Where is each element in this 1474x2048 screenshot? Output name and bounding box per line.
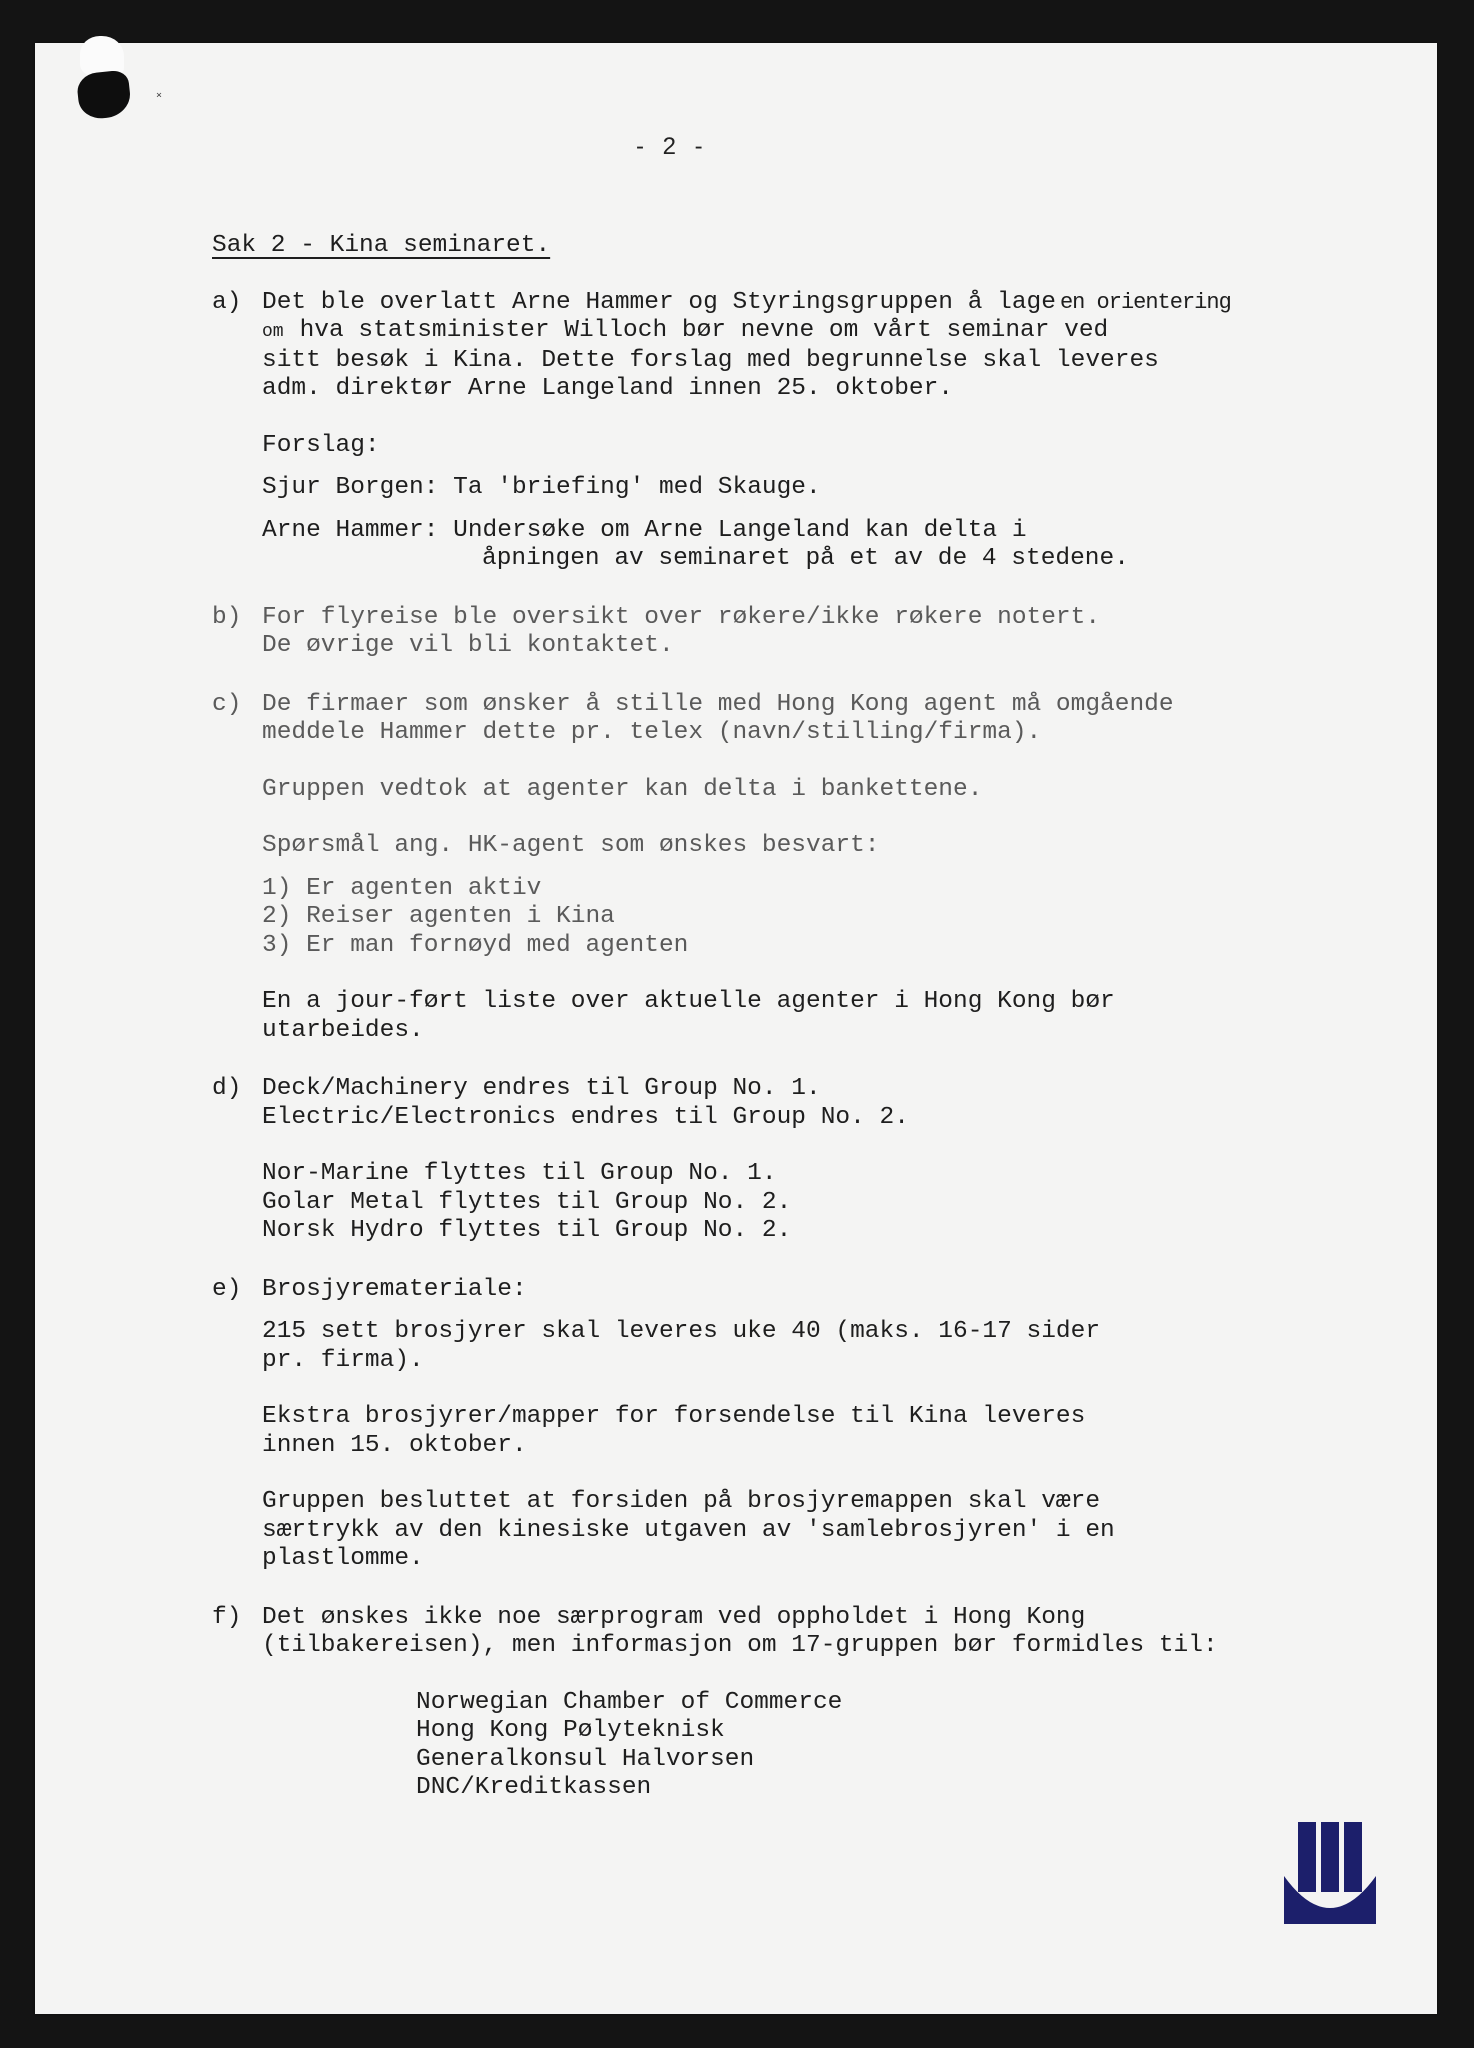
section-heading: Sak 2 - Kina seminaret.	[212, 232, 551, 259]
logo-bar	[1298, 1822, 1316, 1892]
item-e-title: Brosjyremateriale:	[262, 1275, 527, 1303]
handwritten-insert: en orientering	[1059, 289, 1231, 315]
proposal-name: Arne Hammer:	[262, 516, 439, 544]
company-moves	[262, 1160, 1392, 1246]
item-c-line: meddele Hammer dette pr. telex (navn/stilling/firma).	[262, 719, 1042, 746]
proposal-name: Sjur Borgen:	[262, 474, 439, 501]
recipient-list	[262, 1689, 1392, 1803]
item-b	[212, 604, 1392, 661]
item-f-line: Det ønskes ikke noe særprogram ved oppholdet i Hong Kong	[262, 1603, 1086, 1631]
company-logo-icon	[1284, 1822, 1376, 1924]
brochure-para	[262, 1318, 1392, 1375]
proposal-text: Ta 'briefing' med Skauge.	[453, 474, 821, 501]
page-number: - 2 -	[636, 133, 709, 160]
company-move: Nor-Marine flyttes til Group No. 1.	[262, 1160, 777, 1187]
forslag-label: Forslag:	[262, 431, 380, 459]
note-line: utarbeides.	[262, 1016, 424, 1044]
logo-bar	[1344, 1822, 1362, 1892]
item-label: e)	[212, 1275, 242, 1303]
group-change: Electric/Electronics endres til Group No. 2.	[262, 1103, 909, 1131]
para-line: innen 15. oktober.	[262, 1431, 527, 1459]
item-a-line: hva statsminister Willoch bør nevne om vårt seminar ved	[299, 317, 1109, 344]
proposal-row	[262, 517, 1392, 546]
para-line: Gruppen besluttet at forsiden på brosjyremappen skal være	[262, 1488, 1101, 1515]
brochure-para	[262, 1488, 1392, 1574]
note-line: En a jour-ført liste over aktuelle agenter i Hong Kong bør	[262, 988, 1115, 1015]
proposal-row	[262, 474, 1392, 503]
proposal-text: Undersøke om Arne Langeland kan delta i	[453, 516, 1027, 544]
para-line: pr. firma).	[262, 1346, 424, 1374]
para-line: Ekstra brosjyrer/mapper for forsendelse til Kina leveres	[262, 1403, 1086, 1430]
document-body	[212, 232, 1392, 1803]
item-a	[212, 289, 1392, 574]
question-list	[262, 875, 1392, 961]
question-item: 3) Er man fornøyd med agenten	[262, 931, 689, 959]
item-b-line: De øvrige vil bli kontaktet.	[262, 632, 674, 659]
para-line: plastlomme.	[262, 1545, 424, 1572]
brochure-para	[262, 1403, 1392, 1460]
recipient: Generalkonsul Halvorsen	[416, 1745, 755, 1773]
torn-corner	[80, 36, 124, 76]
item-a-line: Det ble overlatt Arne Hammer og Styringsgruppen å lage	[262, 288, 1056, 316]
ink-speck: ×	[156, 90, 163, 101]
item-label: b)	[212, 603, 242, 631]
item-e	[212, 1276, 1392, 1574]
item-label: d)	[212, 1075, 242, 1102]
item-f-line: (tilbakereisen), men informasjon om 17-gruppen bør formidles til:	[262, 1632, 1218, 1659]
item-a-line: sitt besøk i Kina. Dette forslag med begrunnelse skal leveres	[262, 346, 1159, 374]
item-a-line: adm. direktør Arne Langeland innen 25. oktober.	[262, 375, 954, 402]
item-d	[212, 1075, 1392, 1246]
para-line: 215 sett brosjyrer skal leveres uke 40 (maks. 16-17 sider	[262, 1318, 1101, 1345]
item-label: a)	[212, 288, 242, 316]
proposal-text: åpningen av seminaret på et av de 4 stedene.	[482, 545, 1129, 572]
item-label: c)	[212, 690, 242, 718]
logo-bar	[1321, 1822, 1339, 1892]
recipient: Norwegian Chamber of Commerce	[416, 1688, 843, 1716]
agent-list-note	[212, 988, 1392, 1045]
questions-intro: Spørsmål ang. HK-agent som ønskes besvart:	[262, 832, 880, 859]
item-c	[212, 691, 1392, 961]
group-change: Deck/Machinery endres til Group No. 1.	[262, 1075, 821, 1102]
item-c-line: De firmaer som ønsker å stille med Hong Kong agent må omgående	[262, 690, 1174, 718]
decision-text: Gruppen vedtok at agenter kan delta i bankettene.	[262, 775, 983, 803]
question-item: 2) Reiser agenten i Kina	[262, 903, 615, 930]
item-f	[212, 1604, 1392, 1803]
company-move: Golar Metal flyttes til Group No. 2.	[262, 1188, 792, 1216]
recipient: DNC/Kreditkassen	[416, 1774, 652, 1801]
question-item: 1) Er agenten aktiv	[262, 874, 542, 902]
item-label: f)	[212, 1603, 242, 1631]
item-b-line: For flyreise ble oversikt over røkere/ikke røkere notert.	[262, 603, 1101, 631]
handwritten-insert: om	[262, 322, 284, 342]
para-line: særtrykk av den kinesiske utgaven av 'samlebrosjyren' i en	[262, 1516, 1115, 1544]
recipient: Hong Kong Pølyteknisk	[416, 1717, 725, 1744]
company-move: Norsk Hydro flyttes til Group No. 2.	[262, 1217, 792, 1244]
